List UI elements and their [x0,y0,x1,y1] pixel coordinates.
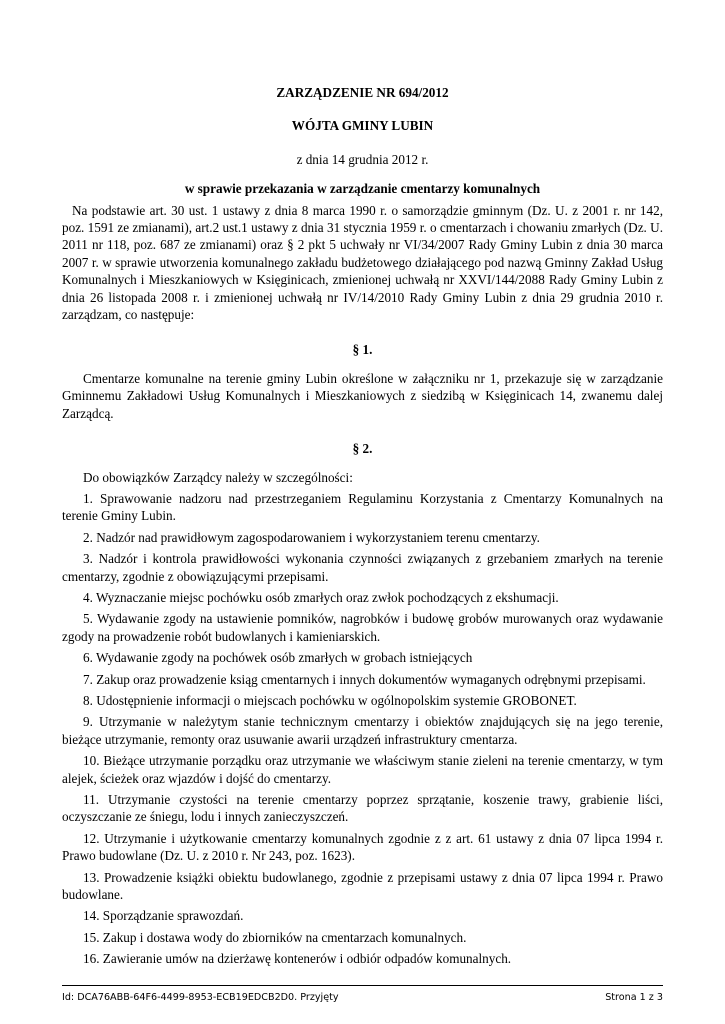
footer-divider [62,985,663,986]
section-2-intro: Do obowiązków Zarządcy należy w szczególności: [83,469,353,485]
list-item: 12. Utrzymanie i użytkowanie cmentarzy komunalnych zgodnie z z art. 61 ustawy z dnia 07 lipca 1994 r. Prawo budowlane (Dz. U. z 2010 r. Nr 243, poz. 1623). [62,830,663,864]
section-2-heading: § 2. [352,441,373,457]
document-id: Id: DCA76ABB-64F6-4499-8953-ECB19EDCB2D0. Przyjęty [62,992,339,1003]
list-item: 2. Nadzór nad prawidłowym zagospodarowaniem i wykorzystaniem terenu cmentarzy. [83,529,540,545]
list-item: 10. Bieżące utrzymanie porządku oraz utrzymanie we właściwym stanie zieleni na terenie cmentarzy, w tym alejek, ścieżek oraz wjazdów i dojść do cmentarzy. [62,753,663,786]
list-item: 11. Utrzymanie czystości na terenie cmentarzy poprzez sprzątanie, koszenie trawy, grabienie liści, oczyszczanie ze śniegu, lodu i innych zanieczyszczeń. [62,792,663,825]
preamble: Na podstawie art. 30 ust. 1 ustawy z dnia 8 marca 1990 r. o samorządzie gminnym (Dz. U. z 2001 r. nr 142, poz. 1591 ze zmianami), art.2 ust.1 ustawy z dnia 31 stycznia 1959 r. o cmentarzach i chowaniu zmarłych (Dz. U. 2011 nr 118, poz. 687 ze zmianami) oraz § 2 pkt 5 uchwały nr VI/34/2007 Rady Gminy Lubin z dnia 30 marca 2007 r. w sprawie utworzenia komunalnego zakładu budżetowego działającego pod nazwą Gminny Zakład Usług Komunalnych i Mieszkaniowych w Księginicach, zmienionej uchwałą nr XXVI/144/2088 Rady Gminy Lubin z dnia 26 listopada 2008 r. i zmienionej uchwałą nr IV/14/2010 Rady Gminy Lubin z dnia 29 grudnia 2010 r. zarządzam, co następuje: [62,202,663,323]
document-issuer: WÓJTA GMINY LUBIN [291,118,434,134]
list-item: 3. Nadzór i kontrola prawidłowości wykonania czynności związanych z grzebaniem zmarłych na terenie cmentarzy, zgodnie z obowiązującymi przepisami. [62,551,663,584]
list-item: 15. Zakup i dostawa wody do zbiorników na cmentarzach komunalnych. [83,929,467,945]
list-item: 14. Sporządzanie sprawozdań. [83,908,244,924]
document-title: ZARZĄDZENIE NR 694/2012 [276,85,449,100]
section-1-heading: § 1. [352,342,373,358]
list-item: 8. Udostępnienie informacji o miejscach pochówku w ogólnopolskim systemie GROBONET. [83,692,577,708]
document-body [62,84,663,972]
list-item: 9. Utrzymanie w należytym stanie technicznym cmentarzy i obiektów znajdujących się na jego terenie, bieżące utrzymanie, remonty oraz usuwanie awarii urządzeń infrastruktury cmentarza. [62,714,663,747]
page-number: Strona 1 z 3 [605,992,663,1003]
document-subject: w sprawie przekazania w zarządzanie cmentarzy komunalnych [184,181,541,197]
list-item: 16. Zawieranie umów na dzierżawę kontenerów i odbiór odpadów komunalnych. [83,951,512,967]
section-1-text: Cmentarze komunalne na terenie gminy Lubin określone w załączniku nr 1, przekazuje się w zarządzanie Gminnemu Zakładowi Usług Komunalnych i Mieszkaniowych z siedzibą w Księginicach 14, zwanemu dalej Zarządcą. [62,370,663,421]
list-item: 1. Sprawowanie nadzoru nad przestrzeganiem Regulaminu Korzystania z Cmentarzy Komunalnych na terenie Gminy Lubin. [62,490,663,524]
list-item: 7. Zakup oraz prowadzenie ksiąg cmentarnych i innych dokumentów wymaganych odrębnymi przepisami. [83,671,646,687]
list-item: 5. Wydawanie zgody na ustawienie pomników, nagrobków i budowę grobów murowanych oraz wydawanie zgody na prowadzenie robót budowlanych i kamieniarskich. [62,611,663,644]
list-item: 13. Prowadzenie książki obiektu budowlanego, zgodnie z przepisami ustawy z dnia 07 lipca 1994 r. Prawo budowlane. [62,869,663,903]
list-item: 4. Wyznaczanie miejsc pochówku osób zmarłych oraz zwłok pochodzących z ekshumacji. [83,589,559,605]
list-item: 6. Wydawanie zgody na pochówek osób zmarłych w grobach istniejących [83,650,473,666]
document-date: z dnia 14 grudnia 2012 r. [296,151,429,167]
